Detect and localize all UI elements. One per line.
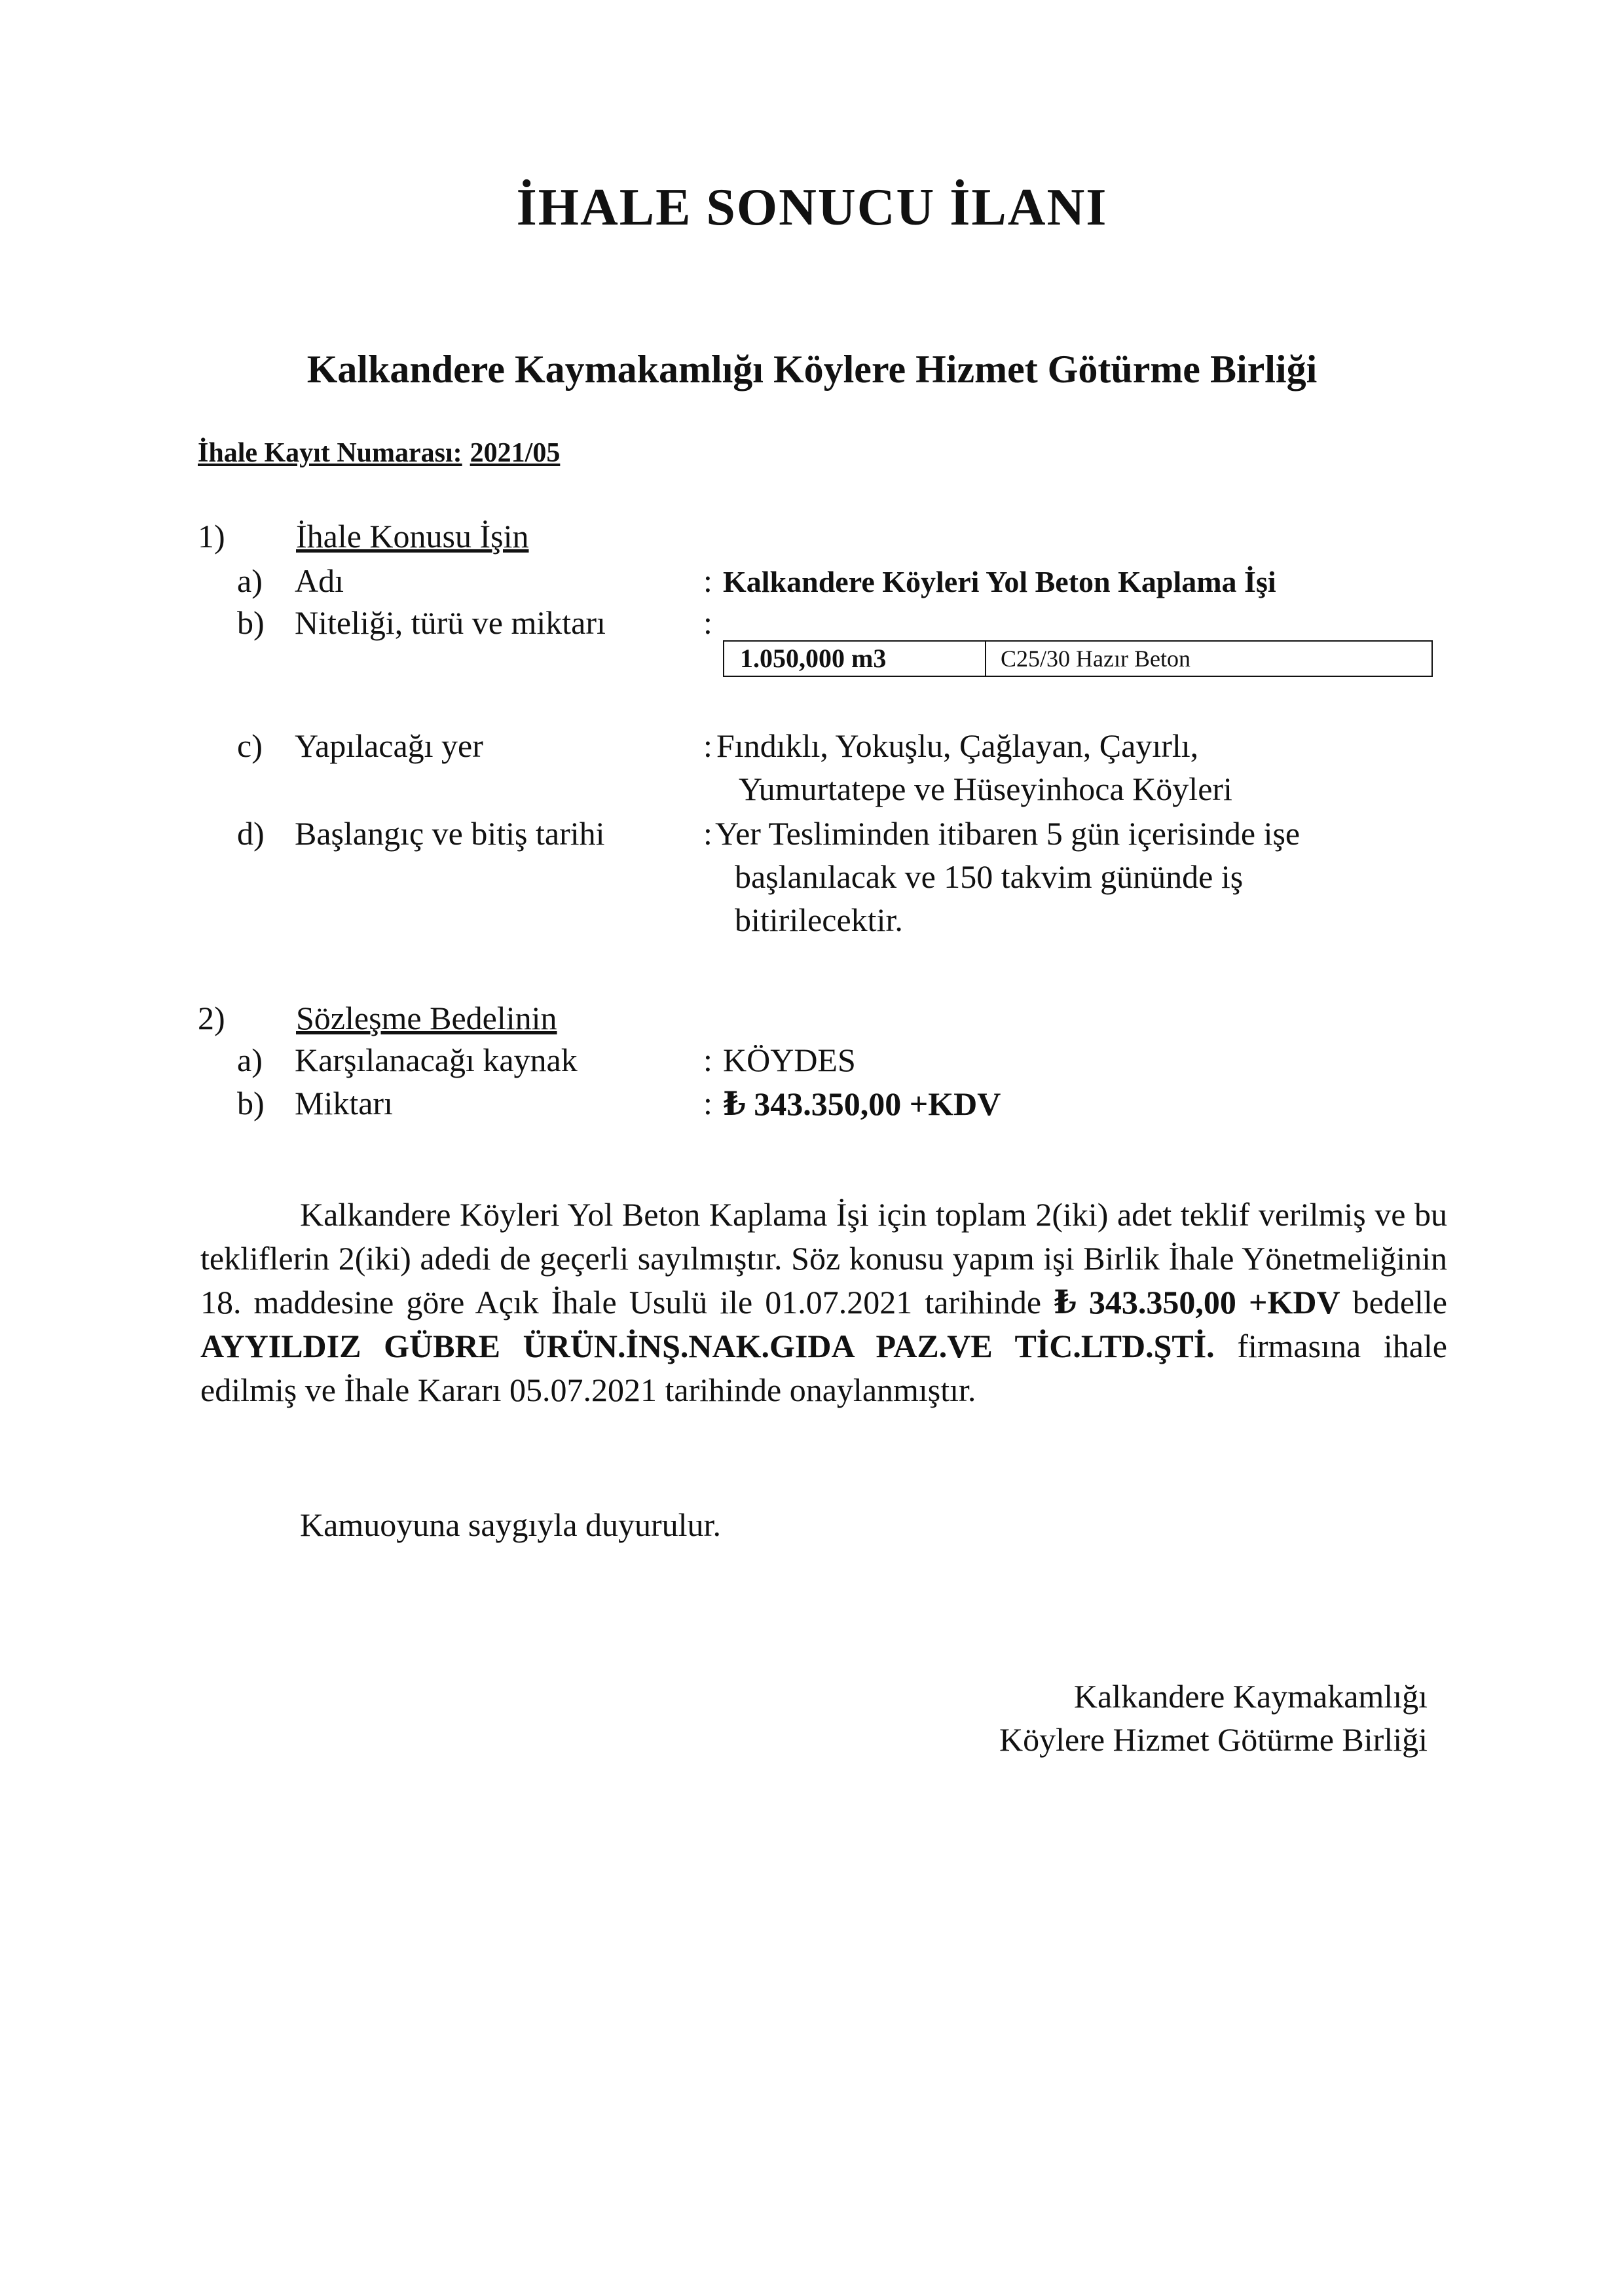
material-cell: C25/30 Hazır Beton [1001, 646, 1190, 672]
schedule-line-1: Yer Tesliminden itibaren 5 gün içerisinde işe [715, 815, 1301, 852]
quantity-cell: 1.050,000 m3 [724, 642, 986, 676]
signature-line-1: Kalkandere Kaymakamlığı [1073, 1678, 1428, 1715]
quantity-table [723, 640, 1433, 677]
location-line-1: Fındıklı, Yokuşlu, Çağlayan, Çayırlı, [716, 727, 1199, 764]
work-name-value: Kalkandere Köyleri Yol Beton Kaplama İşi [723, 565, 1276, 598]
funding-source-value: KÖYDES [723, 1042, 856, 1078]
section1-c-letter: c) [237, 727, 263, 764]
section1-a-colon: : [703, 562, 712, 599]
section1-number: 1) [198, 518, 225, 555]
section1-a-letter: a) [237, 562, 263, 599]
section2-title: Sözleşme Bedelinin [296, 1000, 557, 1036]
section1-title: İhale Konusu İşin [296, 518, 529, 555]
section1-a-label: Adı [295, 562, 344, 599]
paragraph-part-3: firmasına ihale edilmiş ve İhale Kararı 05.07.2021 tarihinde onaylanmıştır. [200, 1328, 1447, 1408]
section2-b-label: Miktarı [295, 1085, 393, 1121]
paragraph-amount: ₺ 343.350,00 +KDV [1054, 1284, 1340, 1321]
section2-b-colon: : [703, 1085, 712, 1121]
section1-d-colon: : [703, 815, 712, 852]
location-line-2: Yumurtatepe ve Hüseyinhoca Köyleri [739, 771, 1232, 807]
section1-b-label: Niteliği, türü ve miktarı [295, 604, 606, 641]
section1-c-label: Yapılacağı yer [295, 727, 483, 764]
registry-value: 2021/05 [470, 438, 561, 468]
paragraph-part-2: bedelle [1352, 1284, 1447, 1321]
section2-a-letter: a) [237, 1042, 263, 1078]
section1-d-letter: d) [237, 815, 265, 852]
section1-b-letter: b) [237, 604, 265, 641]
award-paragraph [200, 1193, 1447, 1412]
document-title: İHALE SONUCU İLANI [516, 179, 1108, 236]
signature-line-2: Köylere Hizmet Götürme Birliği [999, 1721, 1428, 1758]
section2-a-colon: : [703, 1042, 712, 1078]
organization-name: Kalkandere Kaymakamlığı Köylere Hizmet Götürme Birliği [306, 348, 1318, 391]
paragraph-company: AYYILDIZ GÜBRE ÜRÜN.İNŞ.NAK.GIDA PAZ.VE TİC.LTD.ŞTİ. [200, 1328, 1215, 1364]
contract-amount-value: ₺ 343.350,00 +KDV [723, 1085, 1001, 1122]
schedule-line-2: başlanılacak ve 150 takvim gününde iş [735, 858, 1244, 895]
section2-b-letter: b) [237, 1085, 265, 1121]
section1-d-label: Başlangıç ve bitiş tarihi [295, 815, 605, 852]
section1-b-colon: : [703, 604, 712, 641]
registry-number [198, 437, 560, 469]
section1-c-colon: : [703, 727, 712, 764]
schedule-line-3: bitirilecektir. [735, 902, 903, 938]
section2-number: 2) [198, 1000, 225, 1036]
section2-a-label: Karşılanacağı kaynak [295, 1042, 578, 1078]
closing-statement: Kamuoyuna saygıyla duyurulur. [300, 1506, 721, 1543]
registry-label: İhale Kayıt Numarası: [198, 438, 462, 468]
paragraph-part-1: Kalkandere Köyleri Yol Beton Kaplama İşi için toplam 2(iki) adet teklif verilmiş ve bu tekliflerin 2(iki) adedi de geçerli sayılmıştır. Söz konusu yapım işi Birlik İhale Yönetmeliğinin 18. maddesine göre Açık İhale Usulü ile 01.07.2021 tarihinde [200, 1196, 1447, 1321]
